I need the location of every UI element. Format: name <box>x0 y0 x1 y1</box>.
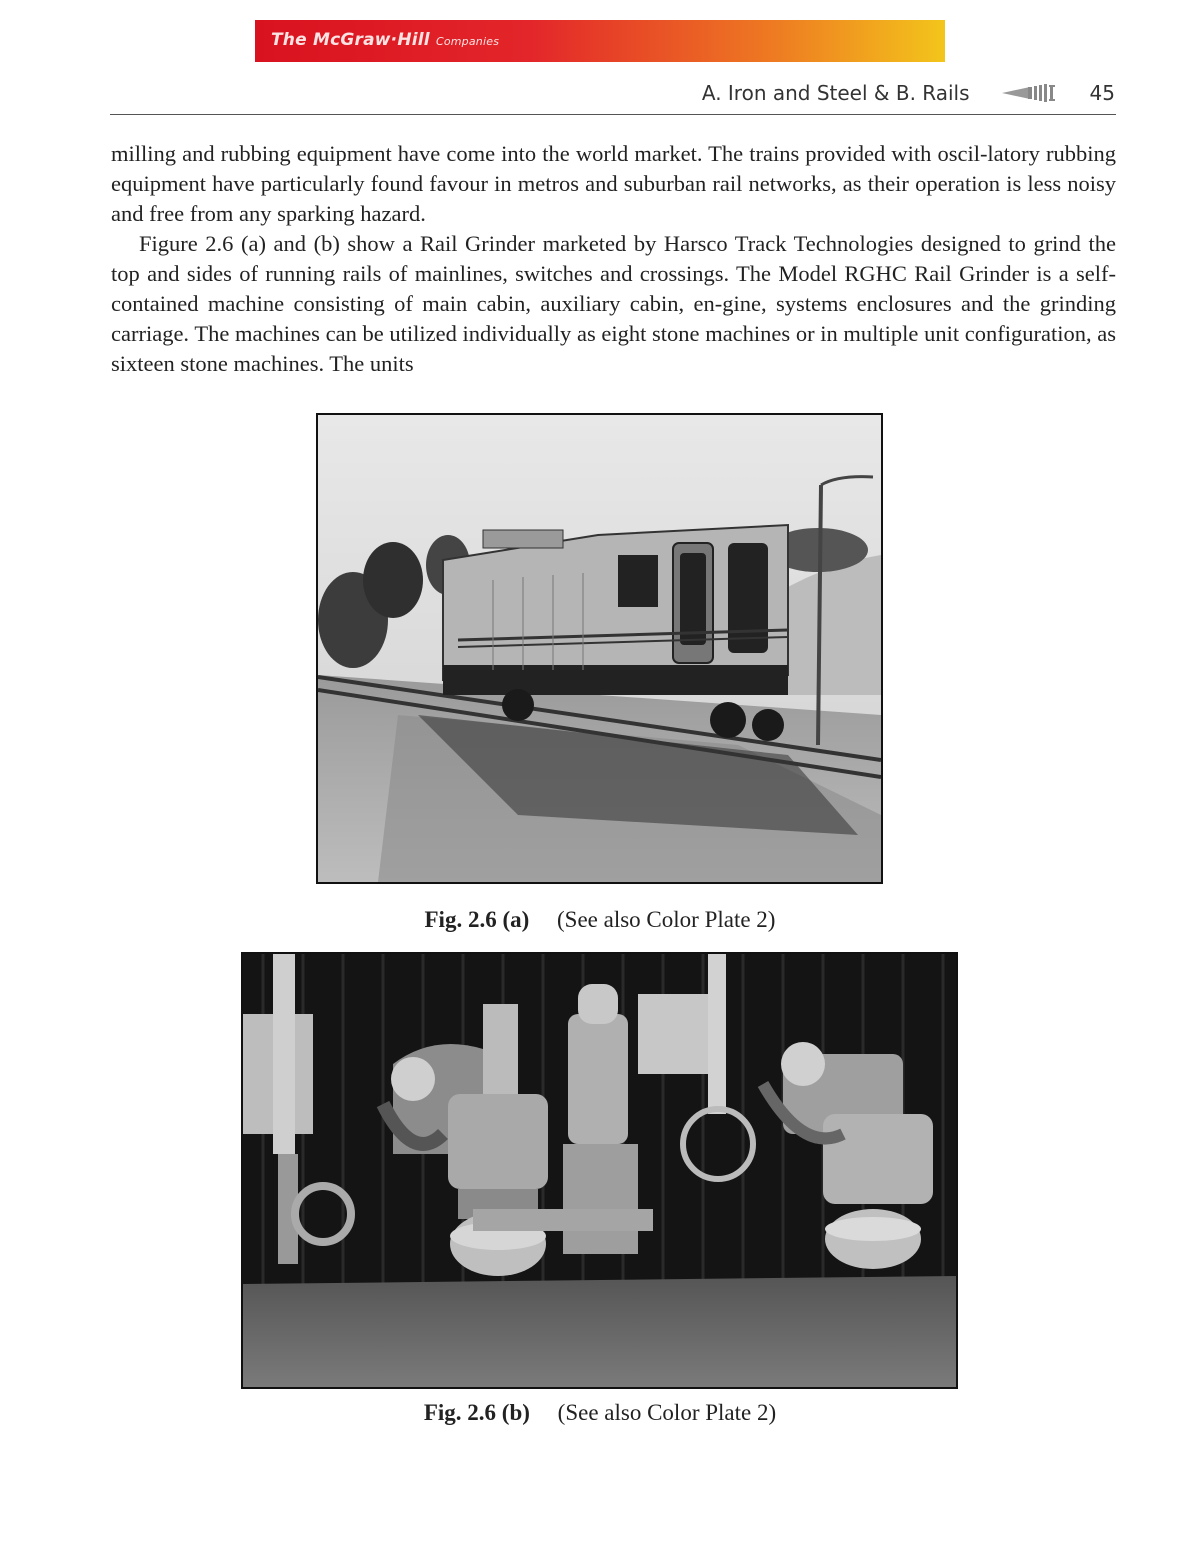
publisher-banner <box>255 20 945 62</box>
running-head <box>702 78 1115 108</box>
figure-note: (See also Color Plate 2) <box>557 1400 777 1425</box>
body-text <box>111 139 1116 379</box>
rail-section-icon <box>1000 83 1060 103</box>
figure-label: Fig. 2.6 (a) <box>424 907 530 932</box>
chapter-title: A. Iron and Steel & B. Rails <box>701 81 970 105</box>
figure-2-6a-photo <box>316 413 883 884</box>
figure-note: (See also Color Plate 2) <box>557 907 776 932</box>
header-divider <box>110 114 1116 115</box>
figure-2-6b-caption <box>0 1400 1200 1426</box>
paragraph-2: Figure 2.6 (a) and (b) show a Rail Grinder marketed by Harsco Track Technologies designed to grind the top and sides of running rails of mainlines, switches and crossings. The Model RGHC Rail Grinder is a self-contained machine consisting of main cabin, auxiliary cabin, en-gine, systems enclosures and the grinding carriage. The machines can be utilized individually as eight stone machines or in multiple unit configuration, as sixteen stone machines. The units <box>111 231 1116 376</box>
page-number: 45 <box>1089 81 1115 105</box>
figure-label: Fig. 2.6 (b) <box>423 1400 530 1425</box>
publisher-logo-main: The McGraw·Hill <box>271 30 430 50</box>
figure-2-6b-photo <box>241 952 958 1389</box>
paragraph-1: milling and rubbing equipment have come into the world market. The trains provided with oscil-latory rubbing equipment have particularly found favour in metros and suburban rail networks, as their operation is less noisy and free from any sparking hazard. <box>111 141 1116 226</box>
figure-2-6a-caption <box>0 907 1200 933</box>
publisher-logo <box>271 30 499 50</box>
publisher-logo-small: Companies <box>435 35 500 48</box>
